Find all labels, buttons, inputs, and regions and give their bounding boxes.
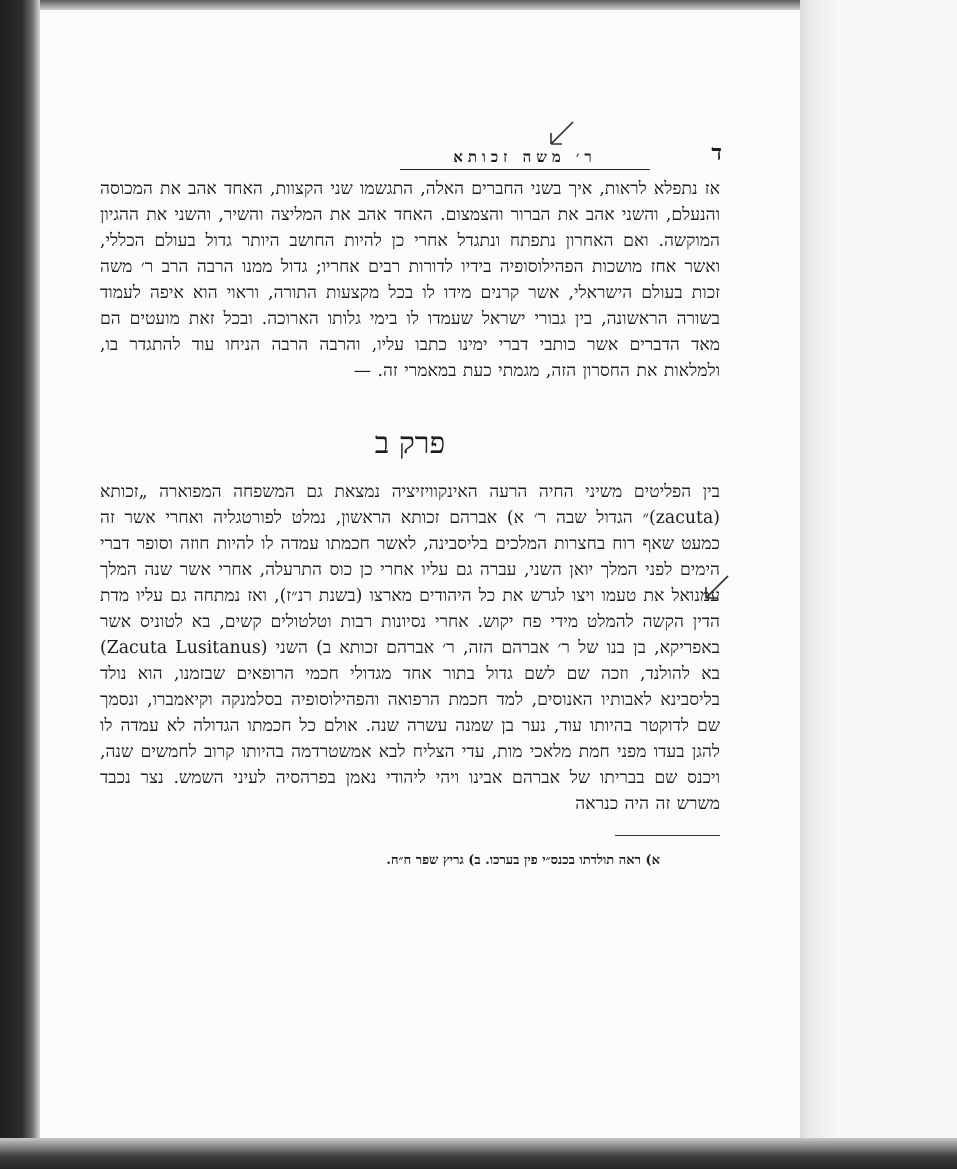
document-page bbox=[100, 120, 720, 868]
scan-left-edge bbox=[0, 0, 40, 1169]
running-header bbox=[100, 120, 722, 166]
body-paragraph-2: בין הפליטים משיני החיה הרעה האינקוויזיציה נמצאת גם המשפחה המפוארה „זכותא (zacuta)״ הגדול שבה ר׳ א) אברהם זכותא הראשון, נמלט לפורטגליה ואחרי אשר זה כמעט שאף רוח בחצרות המלכים בליסבינה, לאשר חכמתו עמדה לו להיות חוזה וסופר דברי הימים לפני המלך יואן השני, עברה גם עליו אחרי כן כוס התרעלה, אחרי אשר שנה המלך עמנואל את טעמו ויצו לגרש את כל היהודים מארצו (בשנת רנ״ז), ואז נמתחה גם עליו מדת הדין הקשה להמלט מידי פח יקוש. אחרי נסיונות רבות וטלטולים קשים, בא לטוניס אשר באפריקא, בן בנו של ר׳ אברהם הזה, ר׳ אברהם זכותא ב) השני (Zacuta Lusitanus) בא להולנד, וזכה שם לשם גדול בתור אחד מגדולי חכמי הרופאים שבזמנו, הוא נולד בליסבינא לאבותיו האנוסים, למד חכמת הרפואה והפהילוסופיה בסלמנקה וקיאמברו, ונסמך שם לדוקטר בהיותו עוד, נער בן שמנה עשרה שנה. אולם כל חכמתו הגדולה לא עמדה לו להגן בעדו מפני חמת מלאכי מות, עדי הצליח לבא אמשטרדמה בהיותו קרוב לחמשים שנה, ויכנס שם בבריתו של אברהם אבינו ויהי ליהודי נאמן בפרהסיה לעיני השמש. נצר נכבד משרש זה היה כנראה bbox=[100, 482, 720, 814]
scan-bottom-edge bbox=[0, 1138, 957, 1169]
footnotes: א) ראה תולדתו בכנס״י פין בערכו. ב) גריץ שפר ח״ח. bbox=[386, 853, 660, 868]
footnote-divider bbox=[615, 835, 720, 836]
page-number: ד bbox=[711, 140, 722, 166]
running-title: ר׳ משה זכותא bbox=[400, 148, 650, 170]
scan-right-edge bbox=[800, 0, 957, 1169]
body-paragraph-1: אז נתפלא לראות, איך בשני החברים האלה, התגשמו שני הקצוות, האחד אהב את המכוסה והנעלם, והשני אהב את הברור והצמצום. האחד אהב את המליצה והשיר, והשני את ההגיון המוקשה. ואם האחרון נתפתח ונתגדל אחרי כן להיות החושב היותר גדול בעולם הכללי, ואשר אחז מושכות הפהילוסופיה בידיו לדורות רבים אחריו; גדול ממנו הרבה הרב ר׳ משה זכות בעולם הישראלי, אשר קרנים מידו לו בכל מקצעות התורה, וראוי הוא איפה לעמוד בשורה הראשונה, בין גבורי ישראל שעמדו לו בימי גלותו הארוכה. ובכל זאת מועטים הם מאד הדברים אשר כותבי דברי ימינו כתבו עליו, והרבה הרבה הניחו עוד להתגדר בו, ולמלאות את החסרון הזה, מגמתי כעת במאמרי זה. — bbox=[100, 179, 720, 381]
chapter-heading: פרק ב bbox=[374, 426, 446, 461]
